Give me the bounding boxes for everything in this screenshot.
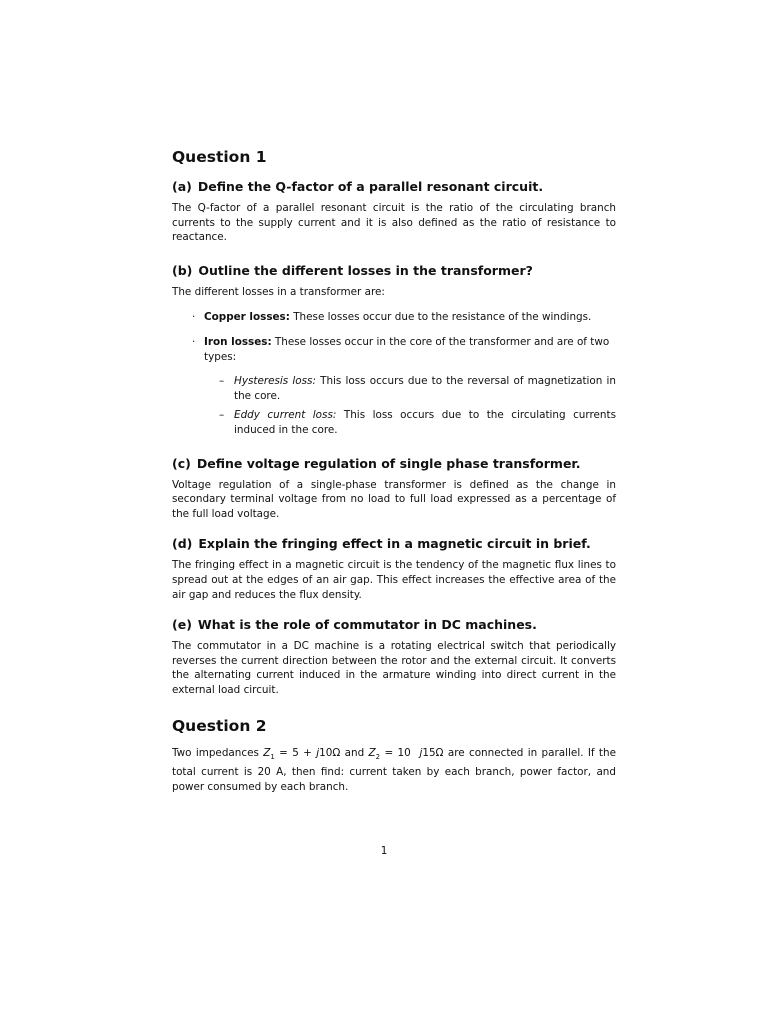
j-operator-2: j xyxy=(419,747,423,760)
question-1e-label: (e) xyxy=(172,617,192,633)
bullet-icon: · xyxy=(192,335,196,348)
iron-losses-text: These losses occur in the core of the transformer and are of two types: xyxy=(204,335,610,363)
eddy-current-loss-text: This loss occurs due to the circulating currents induced in the core. xyxy=(234,409,616,436)
question-1b-heading xyxy=(172,263,616,278)
question-1c-label: (c) xyxy=(172,455,191,471)
question-1a-label: (a) xyxy=(172,179,192,194)
question-1a-title: Define the Q-factor of a parallel resonant circuit. xyxy=(197,179,544,194)
question-1e-title: What is the role of commutator in DC machines. xyxy=(197,617,537,633)
question-1a-answer: The Q-factor of a parallel resonant circuit is the ratio of the circulating branch currents to the supply current and it is also defined as the ratio of resistance to reactance. xyxy=(172,202,616,244)
question-1c-heading xyxy=(172,456,616,471)
question-1c-title: Define voltage regulation of single phase transformer. xyxy=(196,455,581,471)
list-item-copper-losses xyxy=(192,310,616,325)
question-2-text xyxy=(172,746,616,794)
document-page xyxy=(172,144,616,794)
iron-losses-sublist xyxy=(204,374,616,437)
question-1c-answer: Voltage regulation of a single-phase transformer is defined as the change in secondary terminal voltage from no load to full load expressed as a percentage of the full load voltage. xyxy=(172,478,616,520)
bullet-icon: · xyxy=(192,311,196,324)
question-1d-title: Explain the fringing effect in a magnetic circuit in brief. xyxy=(198,536,591,552)
j-operator-1: j xyxy=(316,747,320,760)
question-1-heading: Question 1 xyxy=(172,148,267,166)
question-2-text-part-2: = 5 + xyxy=(274,747,317,760)
hysteresis-loss-text: This loss occurs due to the reversal of magnetization in the core. xyxy=(234,375,616,402)
iron-losses-term: Iron losses: xyxy=(204,335,272,348)
question-2-text-part-3: 10Ω and xyxy=(319,747,369,760)
question-2-text-part-4: = 10 xyxy=(380,747,420,760)
dash-icon: – xyxy=(219,375,225,388)
list-item-iron-losses xyxy=(192,335,616,438)
question-1b-label: (b) xyxy=(172,262,193,278)
question-1d-heading xyxy=(172,536,616,551)
question-1b-intro: The different losses in a transformer are: xyxy=(172,285,385,298)
losses-list xyxy=(172,310,616,437)
question-2-text-part-1: Two impedances xyxy=(172,747,264,760)
question-1e-heading xyxy=(172,617,616,632)
z2-symbol: Z xyxy=(368,747,376,760)
question-1d-answer: The fringing effect in a magnetic circuit is the tendency of the magnetic flux lines to spread out at the edges of an air gap. This effect increases the effective area of the air gap and reduces the flux density. xyxy=(172,559,616,601)
page-number: 1 xyxy=(380,845,388,857)
question-1b-title: Outline the different losses in the transformer? xyxy=(198,262,533,278)
question-2-text-part-5: 15Ω are connected in parallel. If the total current is 20 A, then find: current taken by each branch, power factor, and power consumed by each branch. xyxy=(172,747,616,793)
z2-subscript: 2 xyxy=(375,753,381,762)
list-item-hysteresis-loss xyxy=(219,374,616,403)
z1-subscript: 1 xyxy=(270,753,275,762)
list-item-eddy-current-loss xyxy=(219,408,616,437)
copper-losses-text: These losses occur due to the resistance of the windings. xyxy=(293,311,592,324)
question-2-heading: Question 2 xyxy=(172,717,267,736)
question-1d-label: (d) xyxy=(172,536,193,552)
eddy-current-loss-term: Eddy current loss: xyxy=(234,409,337,422)
question-1e-answer: The commutator in a DC machine is a rotating electrical switch that periodically reverses the current direction between the rotor and the external circuit. It converts the alternating current induced in the armature winding into direct current in the external load circuit. xyxy=(172,640,616,696)
dash-icon: – xyxy=(219,409,225,422)
hysteresis-loss-term: Hysteresis loss: xyxy=(234,375,316,388)
z1-symbol: Z xyxy=(263,747,271,760)
question-1a-heading xyxy=(172,179,616,194)
copper-losses-term: Copper losses: xyxy=(204,311,290,324)
